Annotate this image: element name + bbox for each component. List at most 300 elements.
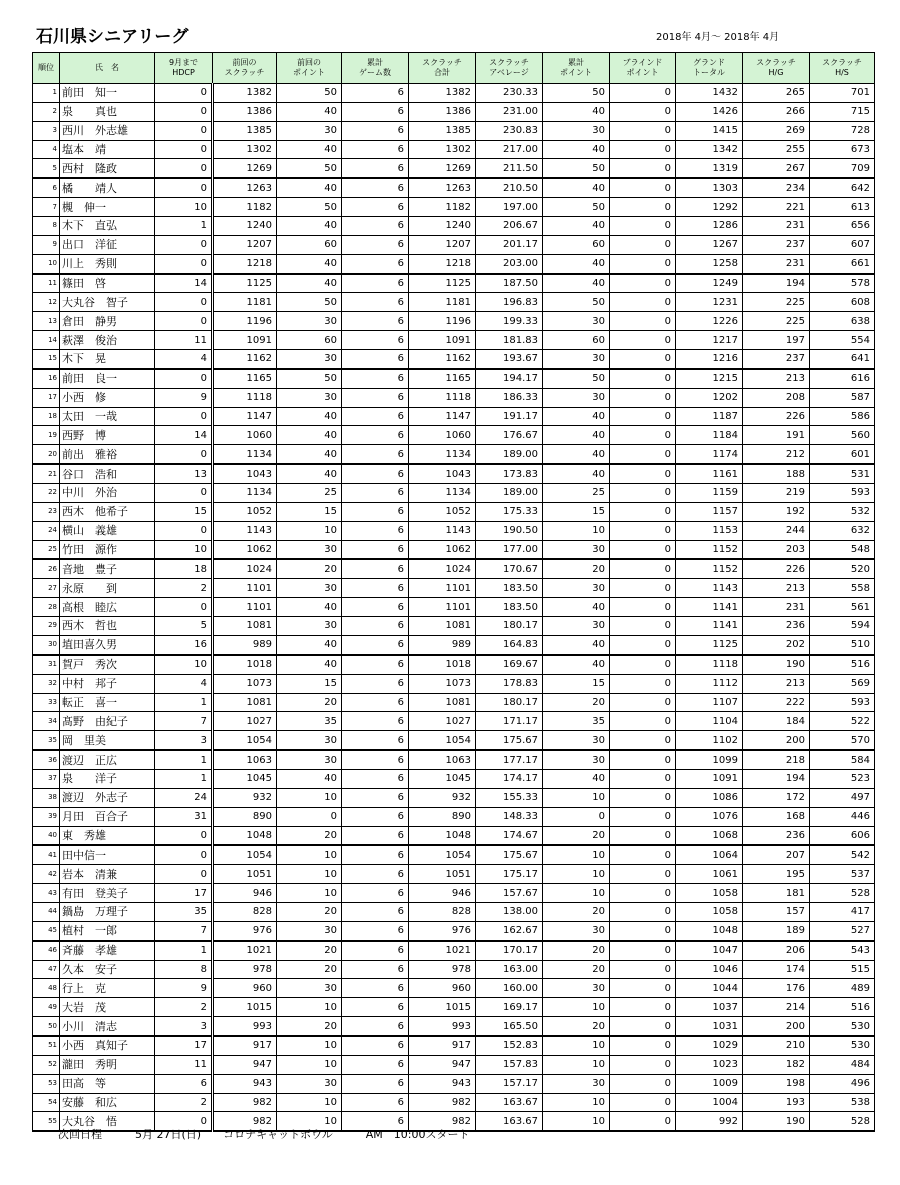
table-cell: 0 [610, 198, 676, 217]
table-cell: 497 [810, 788, 875, 807]
table-cell: 23 [33, 502, 60, 521]
table-cell: 50 [277, 369, 342, 388]
next-schedule-label: 次回日程 [58, 1128, 102, 1141]
table-cell: 前田 良一 [60, 369, 155, 388]
table-row [33, 635, 875, 654]
table-cell: 40 [33, 826, 60, 845]
table-cell: 186.33 [476, 388, 543, 407]
table-row [33, 769, 875, 788]
table-cell: 30 [277, 540, 342, 559]
table-cell: 1152 [676, 540, 743, 559]
table-row [33, 121, 875, 140]
table-row [33, 426, 875, 445]
table-cell: 6 [342, 217, 409, 236]
column-header [676, 53, 743, 84]
table-cell: 917 [213, 1036, 277, 1055]
table-cell: 569 [810, 674, 875, 693]
table-cell: 6 [342, 921, 409, 940]
table-cell: 157 [743, 902, 810, 921]
table-cell: 222 [743, 693, 810, 712]
table-cell: 1052 [213, 502, 277, 521]
table-cell: 月田 百合子 [60, 807, 155, 826]
table-cell: 446 [810, 807, 875, 826]
table-cell: 189.00 [476, 445, 543, 464]
table-cell: 瀧田 秀明 [60, 1055, 155, 1074]
column-header-line: 合計 [434, 68, 450, 77]
table-cell: 20 [277, 941, 342, 960]
table-cell: 157.17 [476, 1074, 543, 1093]
table-cell: 989 [409, 635, 476, 654]
table-row [33, 617, 875, 636]
table-cell: 946 [409, 884, 476, 903]
table-cell: 6 [342, 350, 409, 369]
table-cell: 1046 [676, 960, 743, 979]
table-cell: 17 [155, 884, 213, 903]
table-cell: 10 [155, 540, 213, 559]
table-cell: 193 [743, 1093, 810, 1112]
table-cell: 152.83 [476, 1036, 543, 1055]
table-cell: 15 [33, 350, 60, 369]
table-cell: 0 [610, 369, 676, 388]
table-cell: 40 [543, 655, 610, 674]
table-cell: 17 [33, 388, 60, 407]
table-cell: 1102 [676, 731, 743, 750]
table-cell: 715 [810, 102, 875, 121]
table-cell: 0 [610, 1074, 676, 1093]
table-cell: 190.50 [476, 521, 543, 540]
table-cell: 189.00 [476, 484, 543, 503]
table-cell: 6 [342, 140, 409, 159]
table-cell: 1249 [676, 274, 743, 293]
table-cell: 709 [810, 159, 875, 178]
table-cell: 1181 [409, 293, 476, 312]
table-cell: 26 [33, 559, 60, 578]
table-cell: 0 [155, 1112, 213, 1131]
table-cell: 943 [409, 1074, 476, 1093]
table-cell: 177.00 [476, 540, 543, 559]
column-header-line: 前回の [232, 58, 257, 67]
table-cell: 163.67 [476, 1093, 543, 1112]
table-row [33, 731, 875, 750]
column-header-line: 累計 [568, 58, 584, 67]
table-cell: 1161 [676, 464, 743, 483]
table-cell: 1382 [409, 84, 476, 103]
table-cell: 1062 [213, 540, 277, 559]
table-cell: 11 [155, 331, 213, 350]
table-cell: 塩本 靖 [60, 140, 155, 159]
table-cell: 587 [810, 388, 875, 407]
table-cell: 175.67 [476, 845, 543, 864]
table-cell: 1143 [213, 521, 277, 540]
table-cell: 51 [33, 1036, 60, 1055]
table-row [33, 1017, 875, 1036]
table-cell: 165.50 [476, 1017, 543, 1036]
table-cell: 1023 [676, 1055, 743, 1074]
table-row [33, 388, 875, 407]
table-row [33, 1036, 875, 1055]
table-cell: 1162 [213, 350, 277, 369]
table-cell: 16 [33, 369, 60, 388]
table-cell: 40 [277, 254, 342, 273]
table-cell: 0 [610, 598, 676, 617]
table-cell: 1045 [409, 769, 476, 788]
table-cell: 184 [743, 712, 810, 731]
table-cell: 176.67 [476, 426, 543, 445]
table-cell: 1061 [676, 865, 743, 884]
table-cell: 6 [342, 902, 409, 921]
table-cell: 6 [342, 121, 409, 140]
table-cell: 496 [810, 1074, 875, 1093]
table-cell: 1157 [676, 502, 743, 521]
table-cell: 190 [743, 1112, 810, 1131]
table-cell: 0 [610, 331, 676, 350]
table-cell: 1240 [409, 217, 476, 236]
table-cell: 25 [277, 484, 342, 503]
table-cell: 小西 真知子 [60, 1036, 155, 1055]
table-row [33, 559, 875, 578]
table-cell: 40 [277, 445, 342, 464]
table-cell: 1 [155, 941, 213, 960]
table-cell: 渡辺 正広 [60, 750, 155, 769]
table-cell: 1218 [409, 254, 476, 273]
table-cell: 225 [743, 293, 810, 312]
table-cell: 0 [610, 464, 676, 483]
table-cell: 170.17 [476, 941, 543, 960]
table-cell: 0 [610, 121, 676, 140]
table-cell: 60 [543, 331, 610, 350]
table-cell: 15 [277, 674, 342, 693]
table-cell: 0 [155, 312, 213, 331]
table-row [33, 521, 875, 540]
table-cell: 1044 [676, 979, 743, 998]
table-cell: 890 [213, 807, 277, 826]
table-cell: 828 [213, 902, 277, 921]
table-cell: 6 [342, 598, 409, 617]
table-cell: 1385 [213, 121, 277, 140]
table-cell: 3 [155, 731, 213, 750]
table-cell: 30 [277, 350, 342, 369]
table-cell: 0 [610, 941, 676, 960]
table-cell: 169.67 [476, 655, 543, 674]
table-cell: 1215 [676, 369, 743, 388]
table-cell: 10 [543, 1112, 610, 1131]
table-cell: 189 [743, 921, 810, 940]
table-cell: 1076 [676, 807, 743, 826]
table-cell: 9 [33, 235, 60, 254]
table-cell: 6 [342, 445, 409, 464]
table-cell: 538 [810, 1093, 875, 1112]
table-row [33, 807, 875, 826]
table-cell: 30 [277, 1074, 342, 1093]
table-cell: 231 [743, 254, 810, 273]
table-cell: 18 [155, 559, 213, 578]
table-cell: 0 [610, 312, 676, 331]
column-header-line: H/G [768, 68, 784, 77]
table-cell: 265 [743, 84, 810, 103]
table-cell: 4 [33, 140, 60, 159]
table-cell: 16 [155, 635, 213, 654]
table-cell: 219 [743, 484, 810, 503]
table-cell: 0 [610, 865, 676, 884]
table-cell: 44 [33, 902, 60, 921]
table-cell: 978 [409, 960, 476, 979]
table-cell: 0 [543, 807, 610, 826]
table-cell: 6 [342, 521, 409, 540]
table-cell: 1018 [213, 655, 277, 674]
table-cell: 10 [543, 845, 610, 864]
table-cell: 1101 [213, 598, 277, 617]
table-cell: 40 [277, 102, 342, 121]
table-cell: 40 [543, 178, 610, 197]
table-cell: 竹田 源作 [60, 540, 155, 559]
table-cell: 10 [543, 865, 610, 884]
table-cell: 岩本 清兼 [60, 865, 155, 884]
table-cell: 0 [610, 426, 676, 445]
table-cell: 40 [543, 140, 610, 159]
table-cell: 19 [33, 426, 60, 445]
table-cell: 40 [277, 426, 342, 445]
table-cell: 27 [33, 579, 60, 598]
table-cell: 40 [543, 274, 610, 293]
table-cell: 6 [342, 1055, 409, 1074]
table-cell: 前出 雅裕 [60, 445, 155, 464]
table-cell: 大丸谷 悟 [60, 1112, 155, 1131]
table-cell: 6 [342, 807, 409, 826]
table-cell: 西川 外志雄 [60, 121, 155, 140]
next-venue: コロナキャットボウル [223, 1128, 333, 1141]
table-cell: 236 [743, 617, 810, 636]
table-cell: 947 [213, 1055, 277, 1074]
table-cell: 20 [543, 693, 610, 712]
table-cell: 181 [743, 884, 810, 903]
table-cell: 1386 [409, 102, 476, 121]
table-cell: 1051 [213, 865, 277, 884]
table-cell: 1054 [213, 731, 277, 750]
table-cell: 164.83 [476, 635, 543, 654]
table-cell: 13 [33, 312, 60, 331]
table-cell: 828 [409, 902, 476, 921]
table-cell: 6 [33, 178, 60, 197]
table-cell: 187.50 [476, 274, 543, 293]
table-cell: 40 [543, 769, 610, 788]
table-cell: 993 [409, 1017, 476, 1036]
table-cell: 20 [277, 1017, 342, 1036]
table-cell: 982 [409, 1112, 476, 1131]
table-cell: 6 [342, 254, 409, 273]
table-row [33, 502, 875, 521]
table-cell: 20 [543, 559, 610, 578]
table-cell: 1258 [676, 254, 743, 273]
table-row [33, 826, 875, 845]
table-cell: 小川 清志 [60, 1017, 155, 1036]
table-row [33, 274, 875, 293]
table-row [33, 845, 875, 864]
table-cell: 田中信一 [60, 845, 155, 864]
table-cell: 6 [342, 159, 409, 178]
table-cell: 1263 [213, 178, 277, 197]
table-cell: 42 [33, 865, 60, 884]
table-row [33, 884, 875, 903]
table-cell: 0 [155, 521, 213, 540]
table-cell: 西木 哲也 [60, 617, 155, 636]
table-cell: 50 [277, 84, 342, 103]
table-cell: 25 [543, 484, 610, 503]
table-row [33, 579, 875, 598]
table-cell: 213 [743, 674, 810, 693]
table-cell: 20 [277, 902, 342, 921]
table-cell: 230.83 [476, 121, 543, 140]
table-cell: 0 [610, 102, 676, 121]
table-cell: 213 [743, 579, 810, 598]
table-cell: 199.33 [476, 312, 543, 331]
table-cell: 29 [33, 617, 60, 636]
table-row [33, 979, 875, 998]
table-cell: 180.17 [476, 693, 543, 712]
column-header [409, 53, 476, 84]
table-cell: 255 [743, 140, 810, 159]
table-cell: 1058 [676, 902, 743, 921]
table-cell: 1062 [409, 540, 476, 559]
table-cell: 橘 靖人 [60, 178, 155, 197]
table-cell: 0 [610, 750, 676, 769]
table-row [33, 254, 875, 273]
table-cell: 30 [543, 312, 610, 331]
table-cell: 170.67 [476, 559, 543, 578]
table-row [33, 369, 875, 388]
table-cell: 0 [155, 445, 213, 464]
table-cell: 14 [155, 274, 213, 293]
table-cell: 558 [810, 579, 875, 598]
table-cell: 201.17 [476, 235, 543, 254]
table-cell: 1292 [676, 198, 743, 217]
table-cell: 1058 [676, 884, 743, 903]
table-cell: 267 [743, 159, 810, 178]
table-cell: 6 [342, 102, 409, 121]
table-cell: 0 [610, 1036, 676, 1055]
table-cell: 1101 [409, 598, 476, 617]
table-cell: 10 [543, 884, 610, 903]
table-cell: 15 [543, 502, 610, 521]
table-cell: 有田 登美子 [60, 884, 155, 903]
table-cell: 6 [342, 484, 409, 503]
table-cell: 982 [213, 1093, 277, 1112]
table-cell: 1031 [676, 1017, 743, 1036]
table-cell: 173.83 [476, 464, 543, 483]
table-cell: 197.00 [476, 198, 543, 217]
table-cell: 163.67 [476, 1112, 543, 1131]
table-row [33, 159, 875, 178]
column-header-line: ポイント [626, 68, 659, 77]
table-cell: 36 [33, 750, 60, 769]
table-cell: 0 [155, 254, 213, 273]
table-cell: 0 [155, 826, 213, 845]
table-cell: 0 [610, 579, 676, 598]
table-cell: 1386 [213, 102, 277, 121]
period-label: 2018年 4月～ 2018年 4月 [656, 32, 780, 43]
table-cell: 倉田 静男 [60, 312, 155, 331]
table-cell: 1162 [409, 350, 476, 369]
table-cell: 木下 直弘 [60, 217, 155, 236]
table-cell: 1134 [213, 445, 277, 464]
table-cell: 157.67 [476, 884, 543, 903]
table-cell: 190 [743, 655, 810, 674]
table-cell: 1152 [676, 559, 743, 578]
table-cell: 1021 [409, 941, 476, 960]
table-cell: 6 [342, 1017, 409, 1036]
table-cell: 982 [213, 1112, 277, 1131]
table-cell: 0 [610, 655, 676, 674]
table-cell: 0 [155, 235, 213, 254]
table-cell: 527 [810, 921, 875, 940]
table-cell: 230.33 [476, 84, 543, 103]
table-cell: 埴田喜久男 [60, 635, 155, 654]
table-cell: 6 [342, 826, 409, 845]
table-cell: 0 [155, 140, 213, 159]
table-cell: 30 [543, 731, 610, 750]
table-cell: 10 [277, 521, 342, 540]
table-cell: 601 [810, 445, 875, 464]
column-header-line: トータル [693, 68, 725, 77]
table-cell: 46 [33, 941, 60, 960]
table-row [33, 750, 875, 769]
table-cell: 6 [342, 1093, 409, 1112]
table-cell: 木下 晃 [60, 350, 155, 369]
table-row [33, 198, 875, 217]
table-cell: 1045 [213, 769, 277, 788]
table-cell: 1081 [213, 617, 277, 636]
table-cell: 1029 [676, 1036, 743, 1055]
table-cell: 2 [155, 579, 213, 598]
table-cell: 236 [743, 826, 810, 845]
table-cell: 1099 [676, 750, 743, 769]
table-cell: 谷口 浩和 [60, 464, 155, 483]
table-cell: 54 [33, 1093, 60, 1112]
table-cell: 982 [409, 1093, 476, 1112]
table-cell: 172 [743, 788, 810, 807]
table-cell: 417 [810, 902, 875, 921]
table-cell: 181.83 [476, 331, 543, 350]
next-time: AM 10:00スタート [365, 1128, 470, 1141]
table-cell: 30 [543, 1074, 610, 1093]
table-row [33, 178, 875, 197]
table-cell: 1024 [213, 559, 277, 578]
table-cell: 1263 [409, 178, 476, 197]
table-cell: 20 [277, 960, 342, 979]
table-cell: 20 [277, 826, 342, 845]
table-cell: 6 [342, 712, 409, 731]
table-cell: 1125 [676, 635, 743, 654]
table-cell: 6 [342, 731, 409, 750]
table-cell: 594 [810, 617, 875, 636]
table-cell: 0 [610, 521, 676, 540]
table-cell: 1319 [676, 159, 743, 178]
table-cell: 632 [810, 521, 875, 540]
table-cell: 4 [155, 350, 213, 369]
table-cell: 6 [342, 235, 409, 254]
table-cell: 0 [610, 693, 676, 712]
table-cell: 174.67 [476, 826, 543, 845]
table-cell: 1 [155, 769, 213, 788]
table-cell: 0 [610, 84, 676, 103]
table-cell: 40 [543, 217, 610, 236]
table-row [33, 598, 875, 617]
table-cell: 183.50 [476, 598, 543, 617]
table-cell: 0 [155, 84, 213, 103]
table-cell: 髙野 由紀子 [60, 712, 155, 731]
table-cell: 0 [155, 598, 213, 617]
table-cell: 1218 [213, 254, 277, 273]
column-header-line: スクラッチ [489, 58, 529, 67]
